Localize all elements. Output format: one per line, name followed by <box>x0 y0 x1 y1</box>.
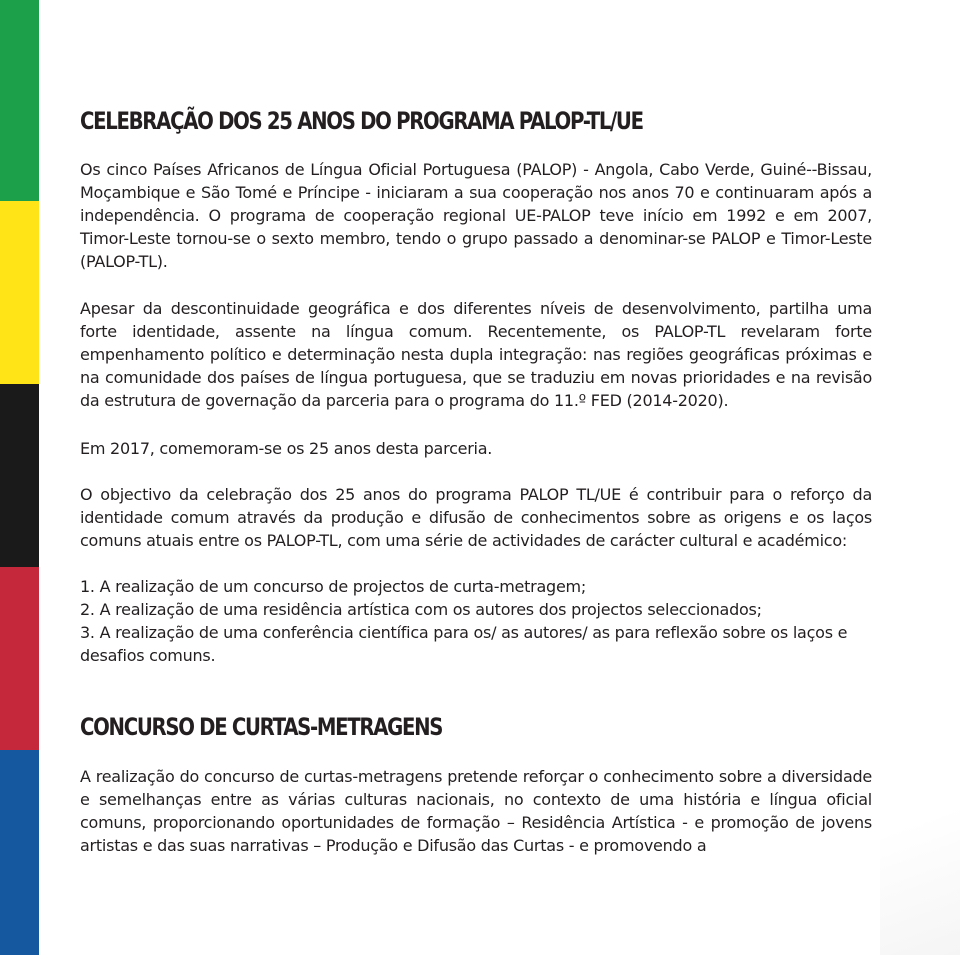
paragraph-anniversary: Em 2017, comemoram-se os 25 anos desta parceria. <box>80 439 493 458</box>
section-heading-contest: CONCURSO DE CURTAS-METRAGENS <box>80 713 443 741</box>
list-item: 1. A realização de um concurso de projectos de curta-metragem; <box>80 577 587 596</box>
paragraph-objective: O objectivo da celebração dos 25 anos do programa PALOP TL/UE é contribuir para o reforço da identidade comum através da produção e difusão de conhecimentos sobre as origens e os laços comuns atuais entre os PALOP-TL, com uma série de actividades de carácter cultural e académico: <box>80 485 872 550</box>
yellow-stripe <box>0 201 39 384</box>
black-stripe <box>0 384 39 567</box>
paragraph-intro: Os cinco Países Africanos de Língua Oficial Portuguesa (PALOP) - Angola, Cabo Verde, Guiné--Bissau, Moçambique e São Tomé e Príncipe - iniciaram a sua cooperação nos anos 70 e continuaram após a independência. O programa de cooperação regional UE-PALOP teve início em 1992 e em 2007, Timor-Leste tornou-se o sexto membro, tendo o grupo passado a denominar-se PALOP e Timor-Leste (PALOP-TL). <box>80 160 872 271</box>
blue-stripe <box>0 750 39 955</box>
decorative-corner-shade <box>880 735 960 955</box>
list-item: 3. A realização de uma conferência científica para os/ as autores/ as para reflexão sobre os laços e desafios comuns. <box>80 623 848 665</box>
section-heading-celebration: CELEBRAÇÃO DOS 25 ANOS DO PROGRAMA PALOP-TL/UE <box>80 107 643 135</box>
flag-color-stripes <box>0 0 39 955</box>
red-stripe <box>0 567 39 750</box>
list-item: 2. A realização de uma residência artística com os autores dos projectos seleccionados; <box>80 600 762 619</box>
paragraph-contest: A realização do concurso de curtas-metragens pretende reforçar o conhecimento sobre a diversidade e semelhanças entre as várias culturas nacionais, no contexto de uma história e língua oficial comuns, proporcionando oportunidades de formação – Residência Artística - e promoção de jovens artistas e das suas narrativas – Produção e Difusão das Curtas - e promovendo a <box>80 767 872 855</box>
green-stripe <box>0 0 39 201</box>
paragraph-identity: Apesar da descontinuidade geográfica e dos diferentes níveis de desenvolvimento, partilha uma forte identidade, assente na língua comum. Recentemente, os PALOP-TL revelaram forte empenhamento político e determinação nesta dupla integração: nas regiões geográficas próximas e na comunidade dos países de língua portuguesa, que se traduziu em novas prioridades e na revisão da estrutura de governação da parceria para o programa do 11.º FED (2014-2020). <box>80 299 872 410</box>
activities-list <box>80 575 872 667</box>
